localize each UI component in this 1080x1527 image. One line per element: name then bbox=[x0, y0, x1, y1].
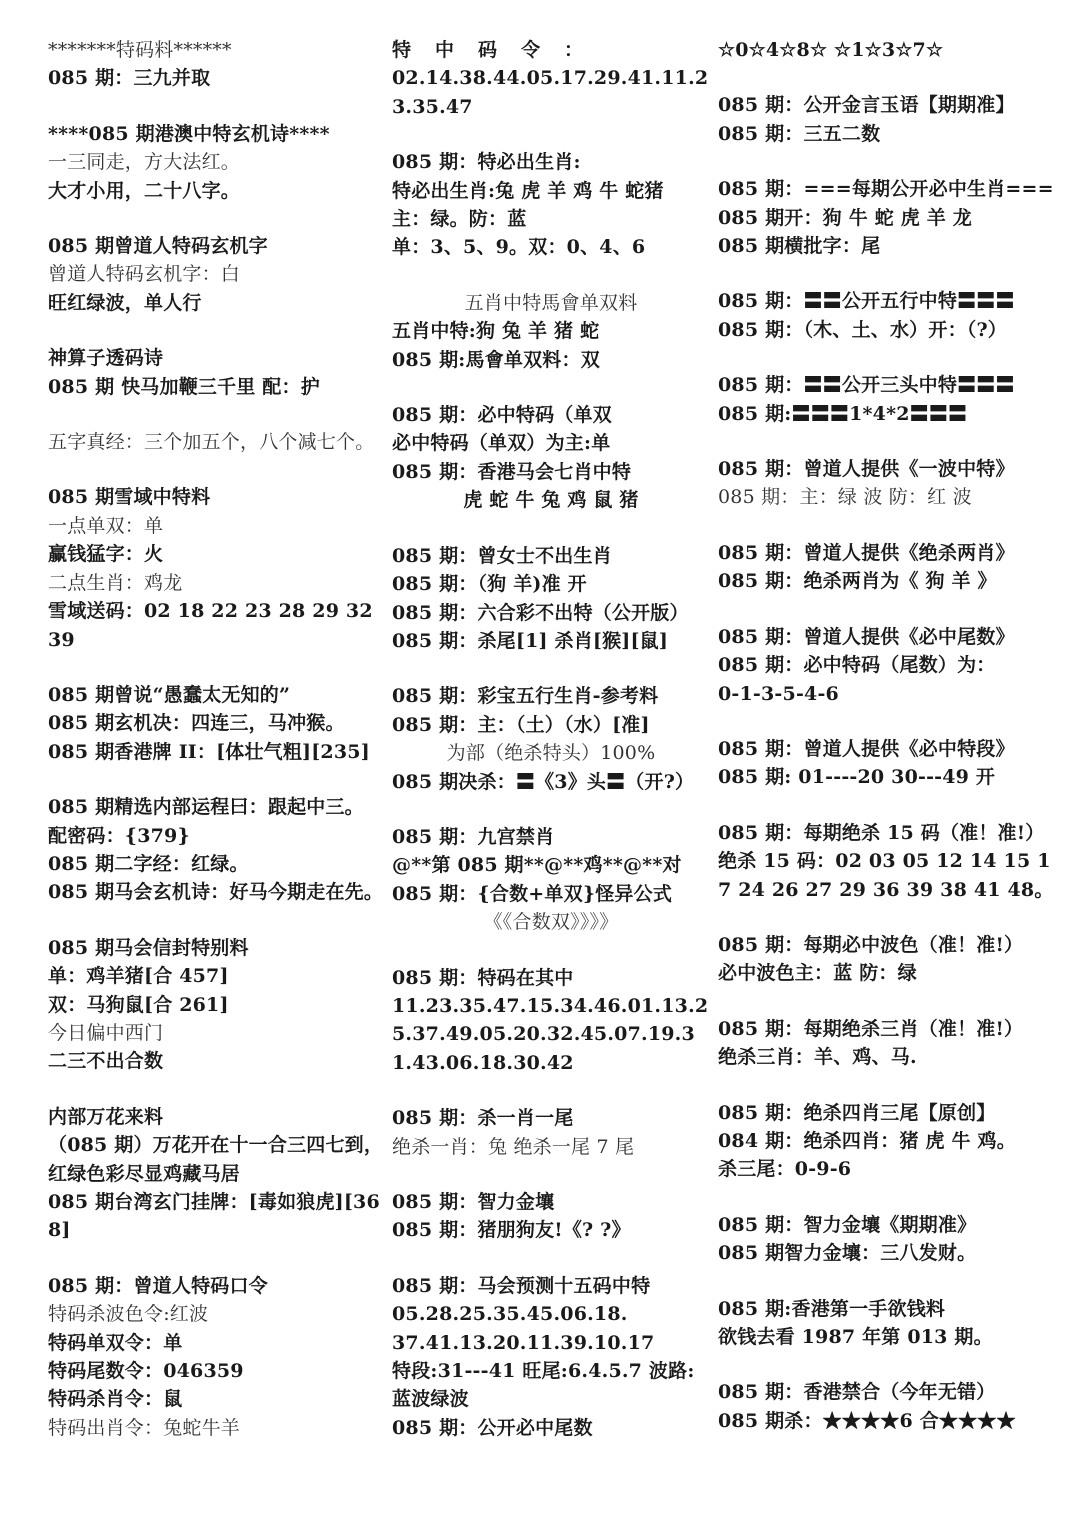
text-line: 085 期：曾道人提供《绝杀两肖》 bbox=[718, 541, 1015, 564]
text-line: 085 期：猪朋狗友!《? ?》 bbox=[392, 1219, 631, 1242]
text-line: 五字真经：三个加五个，八个减七个。 bbox=[48, 431, 375, 454]
text-line: 085 期：每期绝杀三肖（准！准!） bbox=[718, 1017, 1024, 1040]
text-line: 085 期：绝杀四肖三尾【原创】 bbox=[718, 1101, 996, 1124]
middle-column bbox=[392, 36, 710, 1469]
text-line: 绝杀一肖：兔 绝杀一尾 7 尾 bbox=[392, 1135, 635, 1158]
text-line: 085 期：特码在其中 bbox=[392, 966, 574, 989]
text-block bbox=[392, 401, 710, 515]
text-line: 085 期杀：★★★★6 合★★★★ bbox=[718, 1409, 1016, 1432]
text-line: 085 期：曾道人特码口令 bbox=[48, 1274, 268, 1297]
text-line: 《《合数双》》》》 bbox=[483, 911, 619, 934]
text-line: 特码出肖令：兔蛇牛羊 bbox=[48, 1416, 241, 1439]
text-line: 085 期马会信封特别料 bbox=[48, 936, 249, 959]
text-block bbox=[392, 1188, 710, 1245]
text-line: 085 期台湾玄门挂牌：[毒如狼虎][368] bbox=[48, 1191, 380, 1242]
text-line: 雪域送码：02 18 22 23 28 29 32 39 bbox=[48, 600, 380, 651]
text-line: 085 期：曾道人提供《必中尾数》 bbox=[718, 625, 1015, 648]
text-block bbox=[718, 1295, 1058, 1352]
text-line: 绝杀三肖：羊、鸡、马. bbox=[718, 1046, 917, 1069]
right-column bbox=[718, 36, 1058, 1462]
text-line: 085 期：（木、土、水）开：（?） bbox=[718, 318, 1008, 341]
text-line: 一点单双：单 bbox=[48, 514, 164, 537]
text-block bbox=[392, 1104, 710, 1161]
text-line: 085 期：彩宝五行生肖-参考料 bbox=[392, 685, 659, 708]
text-block bbox=[718, 455, 1058, 512]
text-block bbox=[718, 819, 1058, 904]
text-line: 085 期智力金壤：三八发财。 bbox=[718, 1242, 977, 1265]
text-line: 085 期：公开必中尾数 bbox=[392, 1416, 593, 1439]
text-line: 特码杀波色令:红波 bbox=[48, 1303, 209, 1326]
text-block bbox=[392, 682, 710, 796]
text-block bbox=[718, 91, 1058, 148]
left-column bbox=[48, 36, 384, 1469]
text-line: 085 期：〓〓公开三头中特〓〓〓 bbox=[718, 374, 1015, 397]
text-line: 085 期：曾道人提供《必中特段》 bbox=[718, 737, 1015, 760]
text-block bbox=[392, 542, 710, 656]
text-block bbox=[392, 823, 710, 937]
text-block bbox=[392, 1272, 710, 1442]
text-line: 特必出生肖:兔 虎 羊 鸡 牛 蛇猪 bbox=[392, 179, 664, 202]
text-line: 085 期玄机决：四连三，马冲猴。 bbox=[48, 712, 345, 735]
text-line: 特码杀肖令：鼠 bbox=[48, 1388, 183, 1411]
text-line: 085 期曾说“愚蠢太无知的” bbox=[48, 683, 291, 706]
text-line: 085 期：绝杀两肖为《 狗 羊 》 bbox=[718, 570, 997, 593]
text-line: 曾道人特码玄机字：白 bbox=[48, 263, 241, 286]
text-block bbox=[48, 1103, 384, 1245]
text-block bbox=[48, 36, 384, 93]
text-line: 085 期决杀：〓《3》头〓（开?） bbox=[392, 770, 695, 793]
text-line: 085 期精选内部运程曰：跟起中三。 bbox=[48, 796, 364, 819]
text-line: 085 期：香港马会七肖中特 bbox=[392, 460, 632, 483]
text-line: 单：3、5、9。双：0、4、6 bbox=[392, 236, 646, 259]
text-line: 085 期: 01----20 30---49 开 bbox=[718, 766, 996, 789]
text-line: 085 期：〓〓公开五行中特〓〓〓 bbox=[718, 290, 1015, 313]
text-line: 绝杀 15 码：02 03 05 12 14 15 17 24 26 27 29 36 39 38 41 48。 bbox=[718, 850, 1054, 901]
text-line: 内部万花来料 bbox=[48, 1105, 164, 1128]
text-line: 085 期：必中特码（尾数）为： bbox=[718, 654, 996, 677]
text-block bbox=[48, 483, 384, 653]
text-line: 085 期香港牌 II：[体壮气粗][235] bbox=[48, 740, 370, 763]
text-line: 085 期：马会预测十五码中特 bbox=[392, 1274, 651, 1297]
text-line: 085 期：{合数+单双}怪异公式 bbox=[392, 882, 673, 905]
text-line: 084 期：绝杀四肖：猪 虎 牛 鸡。 bbox=[718, 1129, 1016, 1152]
text-block bbox=[718, 1015, 1058, 1072]
text-line: ☆0☆4☆8☆ ☆1☆3☆7☆ bbox=[718, 39, 944, 61]
text-block bbox=[718, 371, 1058, 428]
text-line: 二点生肖：鸡龙 bbox=[48, 571, 183, 594]
text-line: 11.23.35.47.15.34.46.01.13.25.37.49.05.20.32.45.07.19.31.43.06.18.30.42 bbox=[392, 994, 709, 1074]
text-line: 神算子透码诗 bbox=[48, 347, 164, 370]
text-line: 085 期：杀一肖一尾 bbox=[392, 1107, 574, 1130]
text-line: 单：鸡羊猪[合 457] bbox=[48, 965, 229, 988]
text-line: 特中码令： bbox=[392, 39, 608, 61]
text-line: @**第 085 期**@**鸡**@**对 bbox=[392, 854, 682, 877]
text-line: 085 期：（狗 羊)准 开 bbox=[392, 573, 587, 596]
text-line: 085 期：智力金壤 bbox=[392, 1191, 555, 1213]
text-line: 虎 蛇 牛 兔 鸡 鼠 猪 bbox=[463, 489, 639, 512]
text-block bbox=[48, 232, 384, 317]
text-line: 085 期：杀尾[1] 杀肖[猴][鼠] bbox=[392, 629, 669, 652]
text-line: （085 期）万花开在十一合三四七到，红绿色彩尽显鸡藏马居 bbox=[48, 1134, 384, 1185]
text-block bbox=[718, 1378, 1058, 1435]
text-block bbox=[392, 36, 710, 121]
text-line: 085 期:馬會单双料：双 bbox=[392, 348, 600, 371]
text-line: 五肖中特:狗 兔 羊 猪 蛇 bbox=[392, 320, 600, 343]
text-line: 特码单双令：单 bbox=[48, 1331, 183, 1354]
text-line: 二三不出合数 bbox=[48, 1050, 164, 1073]
text-line: 085 期：每期必中波色（准！准!） bbox=[718, 933, 1024, 956]
text-line: 085 期：三五二数 bbox=[718, 122, 881, 145]
text-line: 特段:31---41 旺尾:6.4.5.7 波路:蓝波绿波 bbox=[392, 1360, 695, 1411]
text-line: 主：绿。防：蓝 bbox=[392, 208, 527, 231]
text-block bbox=[718, 175, 1058, 260]
text-block bbox=[718, 1211, 1058, 1268]
text-block bbox=[48, 1272, 384, 1442]
text-line: 085 期：曾道人提供《一波中特》 bbox=[718, 458, 1015, 481]
text-block bbox=[48, 428, 384, 456]
text-block bbox=[48, 344, 384, 401]
text-line: 085 期：特必出生肖: bbox=[392, 151, 581, 174]
text-line: 085 期：必中特码（单双 bbox=[392, 404, 612, 427]
text-line: 085 期:香港第一手欲钱料 bbox=[718, 1297, 946, 1320]
text-block bbox=[48, 934, 384, 1076]
text-line: 必中波色主：蓝 防：绿 bbox=[718, 962, 917, 985]
text-block bbox=[718, 735, 1058, 792]
text-line: 085 期马会玄机诗：好马今期走在先。 bbox=[48, 881, 384, 904]
text-line: 085 期横批字：尾 bbox=[718, 235, 881, 258]
text-line: 085 期二字经：红绿。 bbox=[48, 852, 249, 875]
text-line: 085 期:〓〓〓1*4*2〓〓〓 bbox=[718, 402, 968, 425]
text-line: 085 期：九宫禁肖 bbox=[392, 825, 555, 848]
text-line: ****085 期港澳中特玄机诗**** bbox=[48, 122, 330, 145]
text-line: 杀三尾：0-9-6 bbox=[718, 1158, 852, 1181]
text-line: 特码尾数令：046359 bbox=[48, 1360, 244, 1383]
text-line: 085 期开：狗 牛 蛇 虎 羊 龙 bbox=[718, 206, 972, 229]
text-block bbox=[392, 964, 710, 1078]
text-line: 085 期：三九并取 bbox=[48, 67, 211, 90]
text-line: 085 期：公开金言玉语【期期准】 bbox=[718, 94, 1015, 117]
text-line: 085 期雪域中特料 bbox=[48, 486, 211, 509]
text-block bbox=[718, 539, 1058, 596]
text-block bbox=[718, 623, 1058, 708]
text-line: 今日偏中西门 bbox=[48, 1021, 164, 1044]
text-line: 0-1-3-5-4-6 bbox=[718, 682, 839, 705]
text-line: 085 期：主：（土）（水）[准] bbox=[392, 713, 650, 736]
text-block bbox=[718, 1099, 1058, 1184]
text-line: 欲钱去看 1987 年第 013 期。 bbox=[718, 1326, 993, 1348]
text-line: 085 期：===每期公开必中生肖=== bbox=[718, 178, 1054, 201]
text-block bbox=[392, 148, 710, 262]
text-line: 085 期：六合彩不出特（公开版） bbox=[392, 601, 689, 624]
text-line: 配密码：{379} bbox=[48, 824, 190, 847]
text-block bbox=[48, 120, 384, 205]
text-block bbox=[718, 36, 1058, 64]
text-line: 05.28.25.35.45.06.18. bbox=[392, 1303, 628, 1326]
text-line: *******特码料****** bbox=[48, 39, 232, 61]
text-block bbox=[718, 287, 1058, 344]
text-line: 一三同走，方大法红。 bbox=[48, 151, 241, 174]
text-line: 赢钱猛字：火 bbox=[48, 543, 164, 566]
text-line: 085 期：主：绿 波 防：红 波 bbox=[718, 486, 972, 509]
text-line: 37.41.13.20.11.39.10.17 bbox=[392, 1331, 655, 1354]
text-line: 双：马狗鼠[合 261] bbox=[48, 993, 229, 1016]
text-line: 085 期：曾女士不出生肖 bbox=[392, 544, 612, 567]
text-block bbox=[48, 793, 384, 907]
text-line: 085 期：香港禁合（今年无错） bbox=[718, 1381, 996, 1404]
text-line: 085 期 快马加鞭三千里 配：护 bbox=[48, 375, 320, 398]
text-block bbox=[392, 289, 710, 374]
text-line: 五肖中特馬會单双料 bbox=[464, 291, 638, 314]
text-line: 02.14.38.44.05.17.29.41.11.23.35.47 bbox=[392, 67, 709, 118]
text-line: 085 期：智力金壤《期期准》 bbox=[718, 1213, 977, 1236]
text-block bbox=[48, 681, 384, 766]
text-line: 旺红绿波，单人行 bbox=[48, 291, 202, 314]
text-line: 大才小用，二十八字。 bbox=[48, 179, 241, 202]
text-line: 为部（绝杀特头）100% bbox=[446, 742, 656, 765]
text-line: 085 期：每期绝杀 15 码（准！准!） bbox=[718, 821, 1045, 844]
text-line: 085 期曾道人特码玄机字 bbox=[48, 235, 268, 258]
text-line: 必中特码（单双）为主:单 bbox=[392, 432, 611, 455]
text-block bbox=[718, 931, 1058, 988]
